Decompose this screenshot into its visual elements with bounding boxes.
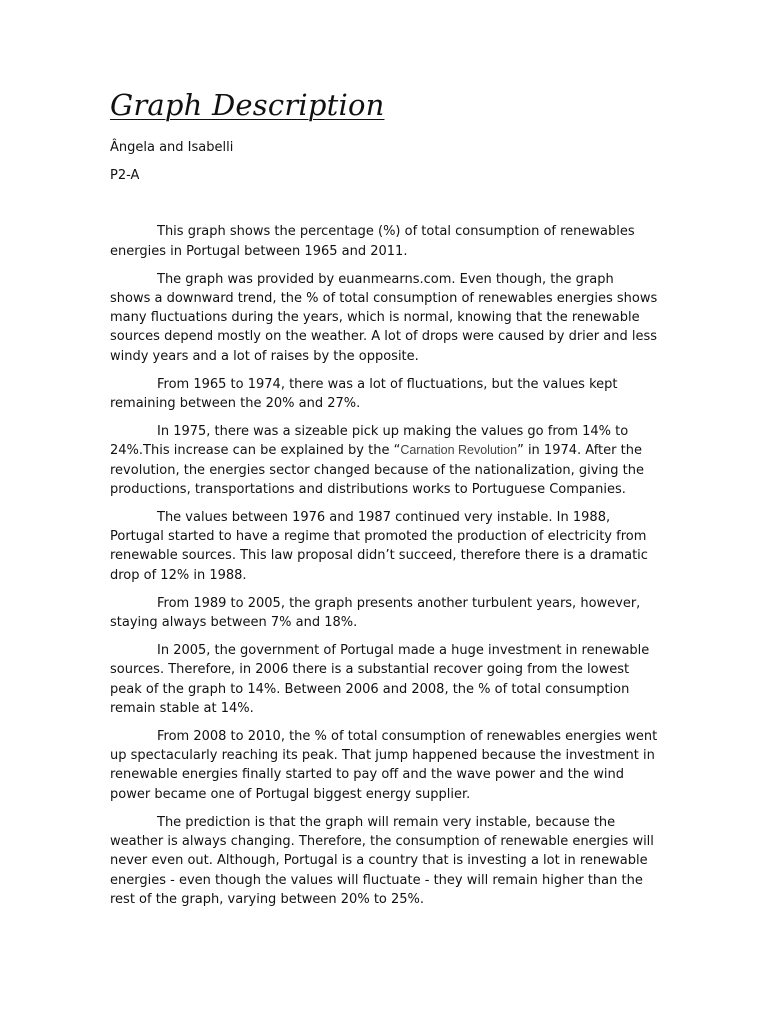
- paragraph-5: The values between 1976 and 1987 continued very instable. In 1988, Portugal started to have a regime that promoted the production of electricity from renewable sources. This law proposal didn’t succeed, therefore there is a dramatic drop of 12% in 1988.: [110, 510, 648, 583]
- paragraph-9: The prediction is that the graph will remain very instable, because the weather is always changing. Therefore, the consumption of renewable energies will never even out. Although, Portugal is a country that is investing a lot in renewable energies - even though the values will fluctuate - they will remain higher than the rest of the graph, varying between 20% to 25%.: [110, 814, 654, 907]
- paragraph-1: This graph shows the percentage (%) of total consumption of renewables energies in Portugal between 1965 and 2011.: [110, 224, 635, 259]
- class-code-line: P2-A: [110, 168, 140, 184]
- paragraph-4: [110, 422, 658, 499]
- paragraph-4-text-before: In 1975, there was a sizeable pick up making the values go from 14% to 24%.This increase can be explained by the “: [110, 424, 629, 459]
- paragraph-4-text-after: ” in 1974. After the revolution, the energies sector changed because of the nationalization, giving the productions, transportations and distributions works to Portuguese Companies.: [110, 443, 644, 497]
- paragraph-2: The graph was provided by euanmearns.com. Even though, the graph shows a downward trend, the % of total consumption of renewables energies shows many fluctuations during the years, which is normal, knowing that the renewable sources depend mostly on the weather. A lot of drops were caused by drier and less windy years and a lot of raises by the opposite.: [110, 271, 658, 364]
- carnation-revolution-quote: Carnation Revolution: [400, 443, 518, 458]
- document-title: Graph Description: [110, 88, 385, 122]
- paragraph-6: From 1989 to 2005, the graph presents another turbulent years, however, staying always between 7% and 18%.: [110, 595, 641, 631]
- paragraph-8: From 2008 to 2010, the % of total consumption of renewables energies went up spectacularly reaching its peak. That jump happened because the investment in renewable energies finally started to pay off and the wave power and the wind power became one of Portugal biggest energy supplier.: [110, 729, 658, 802]
- paragraph-3: From 1965 to 1974, there was a lot of fluctuations, but the values kept remaining between the 20% and 27%.: [110, 376, 618, 412]
- paragraph-7: In 2005, the government of Portugal made a huge investment in renewable sources. Therefore, in 2006 there is a substantial recover going from the lowest peak of the graph to 14%. Between 2006 and 2008, the % of total consumption remain stable at 14%.: [110, 643, 650, 716]
- authors-line: Ângela and Isabelli: [110, 140, 234, 155]
- document-body: [110, 86, 658, 918]
